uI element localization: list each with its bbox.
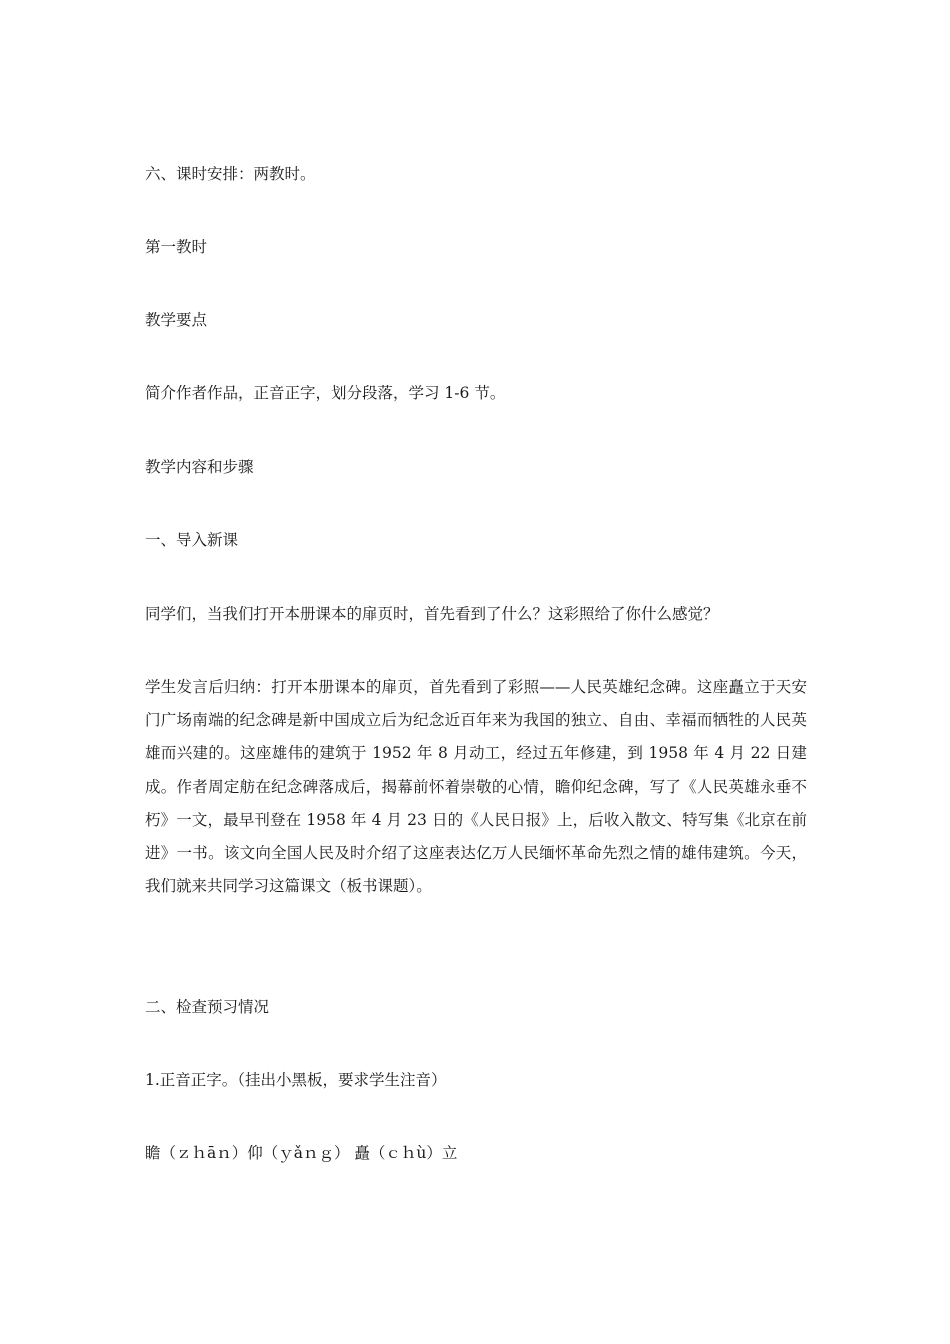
- summary-paragraph: 学生发言后归纳：打开本册课本的扉页，首先看到了彩照——人民英雄纪念碑。这座矗立于天安门广场南端的纪念碑是新中国成立后为纪念近百年来为我国的独立、自由、幸福而牺牲的人民英雄而兴建的。这座雄伟的建筑于 1952 年 8 月动工，经过五年修建，到 1958 年 4 月 22 日建成。作者周定舫在纪念碑落成后，揭幕前怀着崇敬的心情，瞻仰纪念碑，写了《人民英雄永垂不朽》一文，最早刊登在 1958 年 4 月 23 日的《人民日报》上，后收入散文、特写集《北京在前进》一书。该文向全国人民及时介绍了这座表达亿万人民缅怀革命先烈之情的雄伟建筑。今天，我们就来共同学习这篇课文（板书课题）。: [145, 678, 807, 896]
- section-preview-check: 二、检查预习情况: [145, 998, 270, 1016]
- teaching-points-text: 简介作者作品，正音正字，划分段落，学习 1-6 节。: [145, 384, 506, 402]
- heading-content-steps: 教学内容和步骤: [145, 458, 254, 476]
- section-lesson-schedule: 六、课时安排：两教时。: [145, 165, 316, 183]
- pinyin-annotations: 瞻（ｚｈāｎ）仰（ｙǎｎｇ） 矗（ｃｈù）立: [145, 1144, 458, 1162]
- heading-first-lesson: 第一教时: [145, 238, 208, 256]
- pronunciation-instruction: 1.正音正字。（挂出小黑板，要求学生注音）: [145, 1071, 447, 1089]
- intro-question: 同学们，当我们打开本册课本的扉页时，首先看到了什么？这彩照给了你什么感觉？: [145, 605, 719, 623]
- section-introduction: 一、导入新课: [145, 531, 239, 549]
- heading-teaching-points: 教学要点: [145, 311, 208, 329]
